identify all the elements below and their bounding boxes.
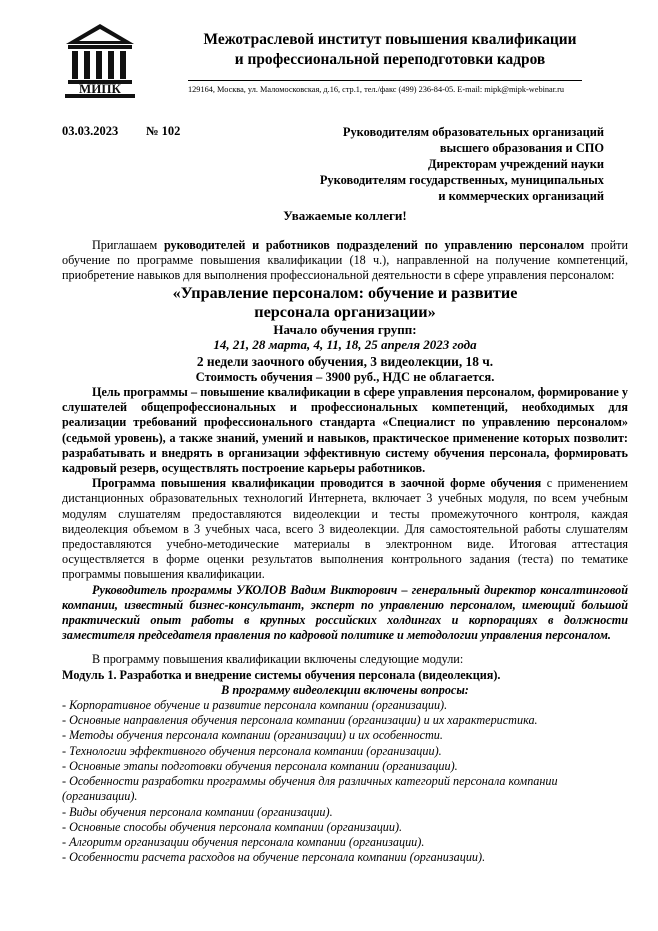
institute-name xyxy=(150,30,630,70)
format-bold: Программа повышения квалификации проводится в заочной форме обучения xyxy=(92,476,542,491)
institute-logo xyxy=(62,22,138,102)
program-cost: Стоимость обучения – 3900 руб., НДС не облагается. xyxy=(195,369,495,384)
header-divider xyxy=(188,80,582,81)
program-title-line2: персонала организации» xyxy=(254,302,436,321)
institute-address: 129164, Москва, ул. Маломосковская, д.16, стр.1, тел./факс (499) 236-84-05. E-mail: mipk@mipk-webinar.ru xyxy=(188,85,565,94)
program-title-line1: «Управление персоналом: обучение и развитие xyxy=(172,283,518,302)
module1-title: Модуль 1. Разработка и внедрение системы обучения персонала (видеолекция). xyxy=(62,667,501,682)
list-item: - Технологии эффективного обучения персонала компании (организации). xyxy=(62,743,442,758)
list-item: - Основные этапы подготовки обучения персонала компании (организации). xyxy=(62,758,458,773)
list-item: - Алгоритм организации обучения персонала компании (организации). xyxy=(62,834,425,849)
intro-target-audience: руководителей и работников подразделений по управлению персоналом xyxy=(163,238,585,252)
goal-paragraph: Цель программы – повышение квалификации в сфере управления персоналом, формирование у слушателей общепрофессиональных и профессиональных компетенций, необходимых для реализации требований профессионального стандарта «Специалист по управлению персоналом» (седьмой уровень), а также знаний, умений и навыков, практическое применение которых позволит: разрабатывать и внедрять в организации эффективную систему обучения персонала, формировать кадровый резерв, осуществлять построение карьеры работников. xyxy=(62,385,628,476)
format-paragraph xyxy=(62,476,628,582)
start-dates: 14, 21, 28 марта, 4, 11, 18, 25 апреля 2023 года xyxy=(213,336,477,352)
spacer xyxy=(62,643,628,652)
recipient-line: Руководителям государственных, муниципальных xyxy=(319,173,604,187)
letter-number: № 102 xyxy=(146,124,181,138)
list-item: - Корпоративное обучение и развитие персонала компании (организации). xyxy=(62,698,448,713)
start-label: Начало обучения групп: xyxy=(273,321,417,337)
intro-text: Приглашаем xyxy=(92,238,164,252)
list-item: - Особенности расчета расходов на обучение персонала компании (организации). xyxy=(62,850,486,865)
list-item: - Основные способы обучения персонала компании (организации). xyxy=(62,819,403,834)
recipients-block xyxy=(300,124,604,204)
institute-name-line2: и профессиональной переподготовки кадров xyxy=(234,51,546,68)
logo-text: МИПК xyxy=(79,81,121,96)
recipient-line: и коммерческих организаций xyxy=(438,189,604,203)
list-item: - Основные направления обучения персонала компании (организации) и их характеристика. xyxy=(62,713,538,728)
list-item: - Виды обучения персонала компании (организации). xyxy=(62,804,333,819)
questions-label: В программу видеолекции включены вопросы: xyxy=(221,682,469,697)
modules-intro: В программу повышения квалификации включены следующие модули: xyxy=(92,652,464,667)
modules-section xyxy=(62,652,628,865)
intro-text-cont: пройти обучение по программе повышения квалификации (18 ч.), направленной на получение компетенций, приобретение навыков для выполнения профессиональной деятельности в сфере управления персоналом: xyxy=(62,238,628,283)
letter-body xyxy=(62,238,628,865)
institute-name-line1: Межотраслевой институт повышения квалификации xyxy=(203,31,577,48)
recipient-line: высшего образования и СПО xyxy=(439,141,604,155)
greeting: Уважаемые коллеги! xyxy=(283,208,407,223)
leader-paragraph: Руководитель программы УКОЛОВ Вадим Викторович – генеральный директор консалтинговой компании, известный бизнес-консультант, эксперт по управлению персоналом, имеющий большой практический опыт работы в крупных российских холдингах и корпорациях в должности заместителя председателя правления по кадровой политике и методологии управления персоналом. xyxy=(62,582,628,643)
list-item: - Методы обучения персонала компании (организации) и их особенности. xyxy=(62,728,443,743)
letter-date: 03.03.2023 xyxy=(62,124,119,138)
intro-paragraph xyxy=(62,238,628,284)
recipient-line: Руководителям образовательных организаций xyxy=(342,125,604,139)
recipient-line: Директорам учреждений науки xyxy=(428,157,604,171)
program-duration: 2 недели заочного обучения, 3 видеолекции, 18 ч. xyxy=(196,353,494,369)
list-item: - Особенности разработки программы обучения для различных категорий персонала компании (организации). xyxy=(62,774,558,804)
format-text: с применением дистанционных образовательных технологий Интернета, включает 3 учебных модуля, по всем учебным модулям слушателям предоставляются видеолекции и тесты промежуточного контроля, каждая видеолекция объемом в 3 учебных часа, всего 3 видеолекции. Для самостоятельной работы слушателям предоставляются учебно-методические материалы в электронном виде. Итоговая аттестация осуществляется в форме оценки результатов выполнения контрольного задания (теста) по тематике программы повышения квалификации. xyxy=(62,476,628,582)
